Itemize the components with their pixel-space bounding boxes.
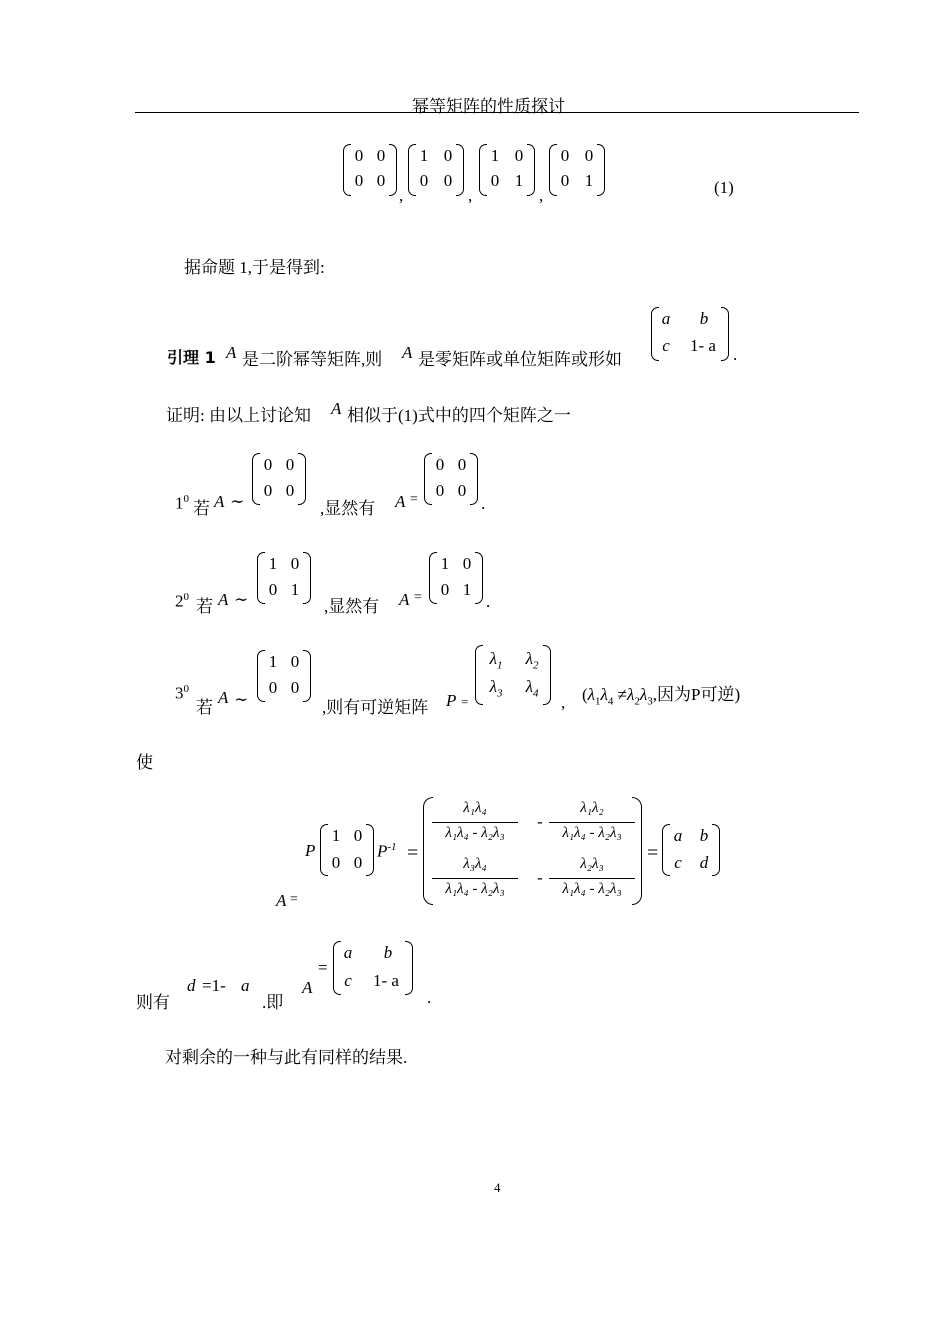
symbol-A: A <box>226 343 237 362</box>
case-number: $1^0$ <box>175 493 189 513</box>
proof-prefix: 证明: 由以上讨论知 <box>166 406 311 425</box>
matrix-identity: 1 0 0 1 <box>479 144 535 196</box>
page-header-title: 幂等矩阵的性质探讨 <box>412 97 565 116</box>
case-number: $2^0$ <box>175 591 189 611</box>
symbol-P-inverse: $P^{-1}$ <box>377 841 397 861</box>
conclusion-text: .即 <box>262 993 284 1012</box>
invertibility-condition: ($\lambda_1\lambda_4 \ne\lambda_2\lambda_3$,因为P可逆) <box>582 685 741 708</box>
symbol-P: P <box>305 841 316 860</box>
matrix-zero: 0 0 0 0 <box>343 144 397 196</box>
matrix-identity: 1 0 0 1 <box>429 552 483 604</box>
equals-sign: = <box>647 842 659 864</box>
period: . <box>486 592 491 611</box>
minus-sign: - <box>537 812 543 831</box>
equals-sign: = <box>414 590 422 605</box>
symbol-P: P <box>446 691 457 710</box>
fraction-21: λ₃λ₄ λ₁λ₄ - λ₂λ₃ <box>432 856 518 902</box>
header-rule <box>135 112 859 113</box>
proof-suffix: 相似于(1)式中的四个矩阵之一 <box>347 406 571 425</box>
matrix-e11: 1 0 0 0 <box>408 144 464 196</box>
lemma-text: 是二阶幂等矩阵,则 <box>242 350 383 369</box>
conclusion-text: 则有 <box>136 993 170 1012</box>
case-text: ,则有可逆矩阵 <box>322 698 429 717</box>
matrix-zero: 0 0 0 0 <box>424 453 478 505</box>
matrix-e22: 0 0 0 1 <box>549 144 605 196</box>
case-text: ,显然有 <box>320 499 376 518</box>
ruo-text: 若 <box>196 698 213 717</box>
similar-symbol: ∼ <box>234 690 249 709</box>
lemma-label: 引理 1 <box>167 348 216 367</box>
fraction-22: λ₂λ₃ λ₁λ₄ - λ₂λ₃ <box>549 856 635 902</box>
symbol-A: A <box>302 978 313 997</box>
symbol-a: a <box>241 976 250 995</box>
period: . <box>427 988 432 1007</box>
matrix-identity: 1 0 0 1 <box>257 552 311 604</box>
fraction-11: λ₁λ₄ λ₁λ₄ - λ₂λ₃ <box>432 800 518 846</box>
page-number: 4 <box>494 1180 501 1195</box>
comma: , <box>539 186 544 205</box>
comma: , <box>468 186 473 205</box>
similar-symbol: ∼ <box>230 492 245 511</box>
ruo-text: 若 <box>193 499 210 518</box>
equation-number: (1) <box>714 178 734 197</box>
case-text: ,显然有 <box>324 597 380 616</box>
symbol-d: d <box>187 976 196 995</box>
symbol-A: A <box>214 492 225 511</box>
symbol-A: A <box>399 590 410 609</box>
period: . <box>481 494 486 513</box>
fraction-12: λ₁λ₂ λ₁λ₄ - λ₂λ₃ <box>549 800 635 846</box>
paragraph-intro: 据命题 1,于是得到: <box>184 258 325 277</box>
final-sentence: 对剩余的一种与此有同样的结果. <box>165 1048 408 1067</box>
matrix-form: a b c 1- a <box>333 941 413 995</box>
period: . <box>733 345 738 364</box>
matrix-abcd: a b c d <box>662 824 720 876</box>
symbol-A: A <box>402 343 413 362</box>
matrix-e11: 1 0 0 0 <box>257 650 311 702</box>
symbol-A: A <box>395 492 406 511</box>
comma: , <box>561 693 566 712</box>
equals-sign: = <box>290 892 298 907</box>
equation-part: =1- <box>202 976 226 995</box>
matrix-form: a b c 1- a <box>651 307 729 361</box>
equals-sign: = <box>407 842 419 864</box>
matrix-zero: 0 0 0 0 <box>252 453 306 505</box>
case-number: $3^0$ <box>175 683 189 703</box>
minus-sign: - <box>537 868 543 887</box>
shi-text: 使 <box>136 753 153 772</box>
equals-sign: = <box>461 694 469 709</box>
ruo-text: 若 <box>196 597 213 616</box>
matrix-e11: 1 0 0 0 <box>320 824 374 876</box>
comma: , <box>399 186 404 205</box>
symbol-A: A <box>331 399 342 418</box>
symbol-A: A <box>276 891 287 910</box>
similar-symbol: ∼ <box>234 590 249 609</box>
symbol-A: A <box>218 688 229 707</box>
lemma-text: 是零矩阵或单位矩阵或形如 <box>418 350 622 369</box>
equals-sign: = <box>318 958 328 977</box>
matrix-P: $\lambda_1$ $\lambda_2$ $\lambda_3$ $\lambda_4$ <box>475 645 551 705</box>
symbol-A: A <box>218 590 229 609</box>
equals-sign: = <box>410 492 418 507</box>
